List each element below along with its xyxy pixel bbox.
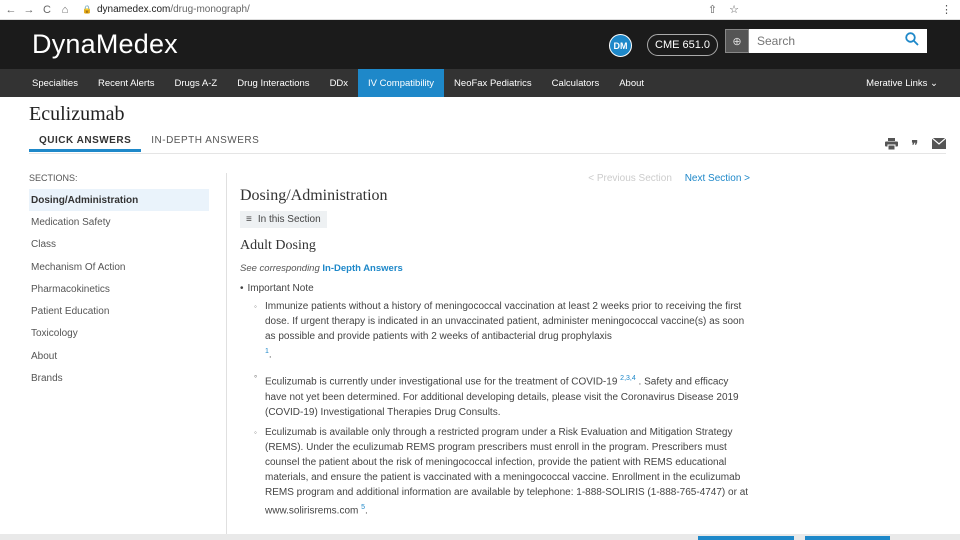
nav-iv-compatibility[interactable]: IV Compatibility (358, 69, 444, 97)
reference-5-link[interactable]: 5 (361, 503, 366, 511)
bookmark-star-icon[interactable]: ☆ (729, 4, 739, 16)
print-icon[interactable] (885, 138, 898, 153)
search-input[interactable] (757, 34, 897, 48)
search-box (749, 29, 927, 53)
title-divider (29, 153, 946, 154)
note-2-text-a: Eculizumab is currently under investigational use for the treatment of COVID-19 (265, 376, 618, 388)
nav-about[interactable]: About (619, 77, 645, 89)
see-corresponding (240, 263, 750, 274)
note-1-text: Immunize patients without a history of meningococcal vaccination at least 2 weeks prior to receiving the first dose. If urgent therapy is indicated in an unvaccinated patient, administer meningococcal vaccine(s) as soon as possible and provide patients with 2 weeks of antibacterial drug prophylaxis (265, 301, 745, 342)
reload-icon[interactable]: C (43, 3, 51, 16)
important-note-bullet (240, 283, 750, 294)
home-icon[interactable]: ⌂ (61, 3, 69, 16)
lock-icon: 🔒 (82, 5, 92, 14)
address-bar[interactable] (82, 4, 250, 15)
user-avatar[interactable]: DM (609, 34, 632, 57)
nav-recent-alerts[interactable]: Recent Alerts (97, 77, 155, 89)
sidebar-item-toxicology[interactable]: Toxicology (31, 328, 78, 340)
note-3-end: . (365, 504, 368, 516)
section-title: Dosing/Administration (240, 187, 388, 204)
in-this-section-button[interactable] (240, 211, 327, 228)
answer-tabs (29, 135, 269, 152)
sub-bullet-icon: ° (254, 374, 258, 384)
next-section-link[interactable]: Next Section > (684, 173, 750, 184)
sidebar-divider (226, 173, 227, 535)
note-2-text-b: . Safety and efficacy have not yet been determined. For additional developing details, please visit the Coronavirus Disease 2019 (COVID-19) Investigational Therapies Drug Consults. (265, 376, 739, 418)
forward-icon[interactable]: → (23, 3, 35, 16)
reference-1-link[interactable]: 1 (265, 348, 269, 355)
merative-links-dropdown[interactable]: Merative Links ⌄ (866, 77, 938, 89)
sidebar-item-mechanism-of-action[interactable]: Mechanism Of Action (31, 261, 126, 273)
browser-toolbar (0, 0, 960, 20)
sub-bullet-icon: ◦ (254, 302, 257, 311)
globe-icon[interactable]: ⊕ (725, 29, 749, 53)
note-paragraph-1 (254, 299, 750, 362)
bottom-button-1[interactable] (698, 536, 794, 540)
search-icon[interactable] (905, 32, 919, 51)
bottom-button-2[interactable] (805, 536, 890, 540)
tab-in-depth-answers[interactable]: IN-DEPTH ANSWERS (151, 135, 260, 146)
see-corresponding-prefix: See corresponding (240, 263, 320, 274)
quote-icon[interactable]: ❞ (911, 138, 918, 152)
nav-drug-interactions[interactable]: Drug Interactions (237, 77, 310, 89)
sidebar-item-brands[interactable]: Brands (31, 373, 63, 385)
previous-section-link[interactable]: < Previous Section (588, 173, 672, 184)
note-1-end: . (268, 349, 272, 361)
url-host: dynamedex.com (96, 4, 171, 15)
tab-quick-answers[interactable]: QUICK ANSWERS (29, 135, 141, 152)
page-title: Eculizumab (29, 103, 125, 125)
nav-drugs-a-z[interactable]: Drugs A-Z (174, 77, 218, 89)
note-3-text: Eculizumab is available only through a restricted program under a Risk Evaluation and Mitigation Strategy (REMS). Under the eculizumab REMS program prescribers must enroll in the program. Prescribers must counsel the patient about the risk of meningococcal infection, provide the patient with REMS educational materials, and ensure the patient is vaccinated with a meningococcal vaccine. Enrollment in the eculizumab REMS program and additional information are available by telephone: 1-888-SOLIRIS (1-888-765-4747) or at www.solirisrems.com (265, 426, 749, 516)
browser-menu-icon[interactable]: ⋮ (941, 4, 952, 16)
monograph-content (240, 173, 750, 518)
sidebar-item-patient-education[interactable]: Patient Education (31, 306, 110, 318)
url-path: /drug-monograph/ (170, 4, 250, 15)
section-navigation (588, 173, 750, 184)
nav-neofax-pediatrics[interactable]: NeoFax Pediatrics (454, 77, 532, 89)
sections-sidebar (29, 173, 209, 390)
hamburger-icon: ≡ (246, 214, 252, 225)
back-icon[interactable]: ← (5, 3, 17, 16)
in-depth-answers-link[interactable]: In-Depth Answers (322, 263, 403, 274)
nav-calculators[interactable]: Calculators (551, 77, 600, 89)
mail-icon[interactable] (932, 138, 946, 153)
sidebar-item-pharmacokinetics[interactable]: Pharmacokinetics (31, 283, 110, 295)
sidebar-item-medication-safety[interactable]: Medication Safety (31, 216, 111, 228)
note-paragraph-3 (254, 425, 750, 518)
note-paragraph-2 (254, 371, 750, 419)
in-this-section-label: In this Section (257, 214, 321, 225)
cme-badge[interactable]: CME 651.0 (647, 34, 718, 56)
dynamedex-logo[interactable]: DynaMedex (32, 29, 178, 59)
adult-dosing-heading: Adult Dosing (240, 238, 316, 253)
sections-heading: SECTIONS: (29, 173, 78, 183)
bullet-dot: • (240, 283, 244, 294)
reference-2-3-4-link[interactable]: 2,3,4 (620, 375, 636, 383)
sub-bullet-icon: ◦ (254, 427, 257, 437)
site-header (0, 20, 960, 69)
nav-ddx[interactable]: DDx (329, 77, 349, 89)
sidebar-item-about[interactable]: About (31, 350, 58, 362)
nav-specialties[interactable]: Specialties (32, 77, 78, 89)
share-icon[interactable]: ⇧ (707, 4, 718, 16)
sidebar-item-class[interactable]: Class (31, 239, 57, 251)
main-nav (0, 69, 960, 97)
sidebar-item-dosing-administration[interactable]: Dosing/Administration (29, 189, 209, 211)
important-note-label: Important Note (247, 283, 314, 294)
page-tools (885, 138, 946, 153)
